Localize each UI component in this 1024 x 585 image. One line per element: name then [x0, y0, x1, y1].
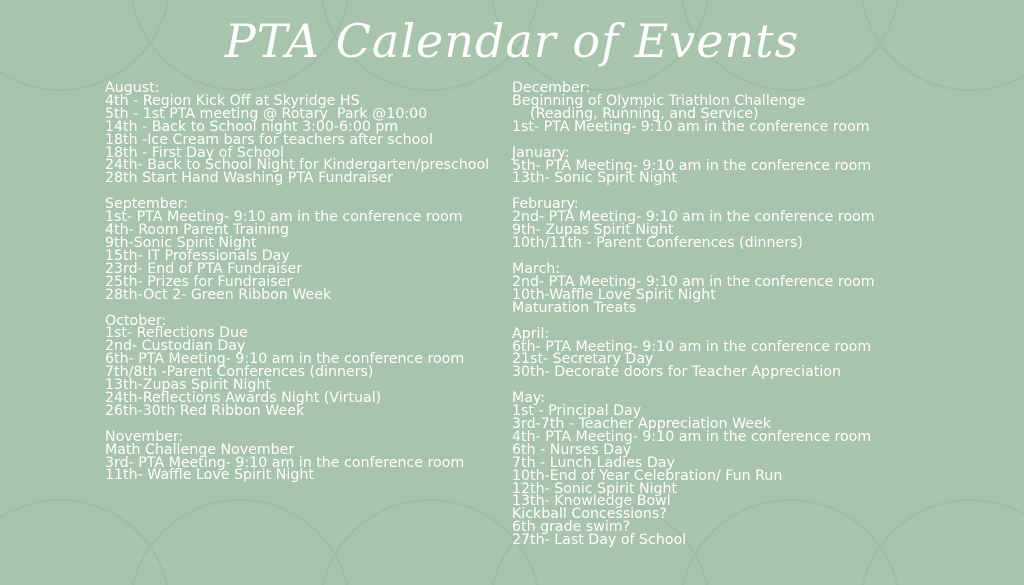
event-item: 9th-Sonic Spirit Night — [105, 234, 257, 251]
event-item: 30th- Decorate doors for Teacher Appreciation — [512, 364, 841, 381]
event-item: 4th- Room Parent Training — [105, 222, 290, 239]
month-section — [512, 325, 1012, 381]
event-item: 12th- Sonic Spirit Night — [512, 480, 678, 497]
month-heading: September: — [105, 196, 188, 213]
event-item: 13th- Sonic Spirit Night — [512, 170, 678, 187]
left-column — [105, 82, 505, 495]
event-item: 21st- Secretary Day — [512, 351, 654, 368]
event-item: Kickball Concessions? — [512, 506, 667, 523]
month-heading: April: — [512, 325, 550, 342]
event-item: 6th grade swim? — [512, 519, 631, 536]
event-item: (Reading, Running, and Service) — [512, 105, 759, 122]
event-item: 27th- Last Day of School — [512, 532, 687, 549]
event-item: 3rd- PTA Meeting- 9:10 am in the conference room — [105, 454, 465, 471]
event-item: 14th - Back to School night 3:00-6:00 pm — [105, 118, 399, 135]
event-item: 18th - First Day of School — [105, 144, 284, 161]
month-heading: February: — [512, 196, 579, 213]
event-item: 10th/11th - Parent Conferences (dinners) — [512, 235, 803, 252]
event-item: 18th -Ice Cream bars for teachers after school — [105, 131, 433, 148]
event-item: 5th - 1st PTA meeting @ Rotary Park @10:00 — [105, 105, 428, 122]
event-item: 11th- Waffle Love Spirit Night — [105, 467, 314, 484]
event-item: 1st- PTA Meeting- 9:10 am in the conference room — [512, 118, 870, 135]
month-section — [512, 198, 1012, 250]
month-section — [512, 392, 1012, 547]
month-section — [105, 198, 505, 301]
month-heading: May: — [512, 390, 546, 407]
event-item: 7th/8th -Parent Conferences (dinners) — [105, 364, 374, 381]
event-item: 4th - Region Kick Off at Skyridge HS — [105, 92, 360, 109]
month-heading: March: — [512, 260, 561, 277]
event-item: 1st- Reflections Due — [105, 325, 248, 342]
month-section — [512, 260, 1012, 316]
event-item: 9th- Zupas Spirit Night — [512, 222, 674, 239]
month-heading: December: — [512, 80, 591, 96]
event-item: 6th - Nurses Day — [512, 441, 632, 458]
month-heading: November: — [105, 428, 184, 445]
event-item: 15th- IT Professionals Day — [105, 247, 290, 264]
month-section — [512, 82, 1012, 134]
event-item: 26th-30th Red Ribbon Week — [105, 402, 305, 419]
event-item: 24th-Reflections Awards Night (Virtual) — [105, 389, 382, 406]
event-item: 28th-Oct 2- Green Ribbon Week — [105, 286, 332, 303]
event-item: Maturation Treats — [512, 299, 637, 316]
month-heading: January: — [512, 144, 570, 161]
event-item: 10th-Waffle Love Spirit Night — [512, 286, 716, 303]
month-section — [105, 428, 505, 484]
month-section — [512, 144, 1012, 187]
month-section — [105, 312, 505, 419]
page-title: PTA Calendar of Events — [224, 14, 800, 68]
right-column — [512, 82, 1012, 560]
event-item: Math Challenge November — [105, 441, 295, 458]
event-item: 2nd- Custodian Day — [105, 338, 246, 355]
event-item: 23rd- End of PTA Fundraiser — [105, 260, 303, 277]
event-item: 1st - Principal Day — [512, 403, 642, 420]
event-item: 24th- Back to School Night for Kindergarten/preschool — [105, 157, 490, 174]
month-heading: August: — [105, 80, 160, 96]
event-item: 25th- Prizes for Fundraiser — [105, 273, 293, 290]
event-item: 28th Start Hand Washing PTA Fundraiser — [105, 170, 393, 187]
event-item: 13th-Zupas Spirit Night — [105, 377, 271, 394]
event-item: 5th- PTA Meeting- 9:10 am in the conference room — [512, 157, 872, 174]
event-item: Beginning of Olympic Triathlon Challenge — [512, 92, 806, 109]
event-item: 10th-End of Year Celebration/ Fun Run — [512, 467, 783, 484]
event-item: 7th - Lunch Ladies Day — [512, 454, 675, 471]
event-item: 4th- PTA Meeting- 9:10 am in the conference room — [512, 428, 872, 445]
event-item: 2nd- PTA Meeting- 9:10 am in the conference room — [512, 273, 875, 290]
month-section — [105, 82, 505, 185]
event-item: 1st- PTA Meeting- 9:10 am in the conference room — [105, 209, 463, 226]
event-item: 13th- Knowledge Bowl — [512, 493, 671, 510]
event-item: 6th- PTA Meeting- 9:10 am in the conference room — [512, 338, 872, 355]
month-heading: October: — [105, 312, 167, 329]
event-item: 6th- PTA Meeting- 9:10 am in the conference room — [105, 351, 465, 368]
event-item: 2nd- PTA Meeting- 9:10 am in the conference room — [512, 209, 875, 226]
event-item: 3rd-7th - Teacher Appreciation Week — [512, 416, 771, 433]
